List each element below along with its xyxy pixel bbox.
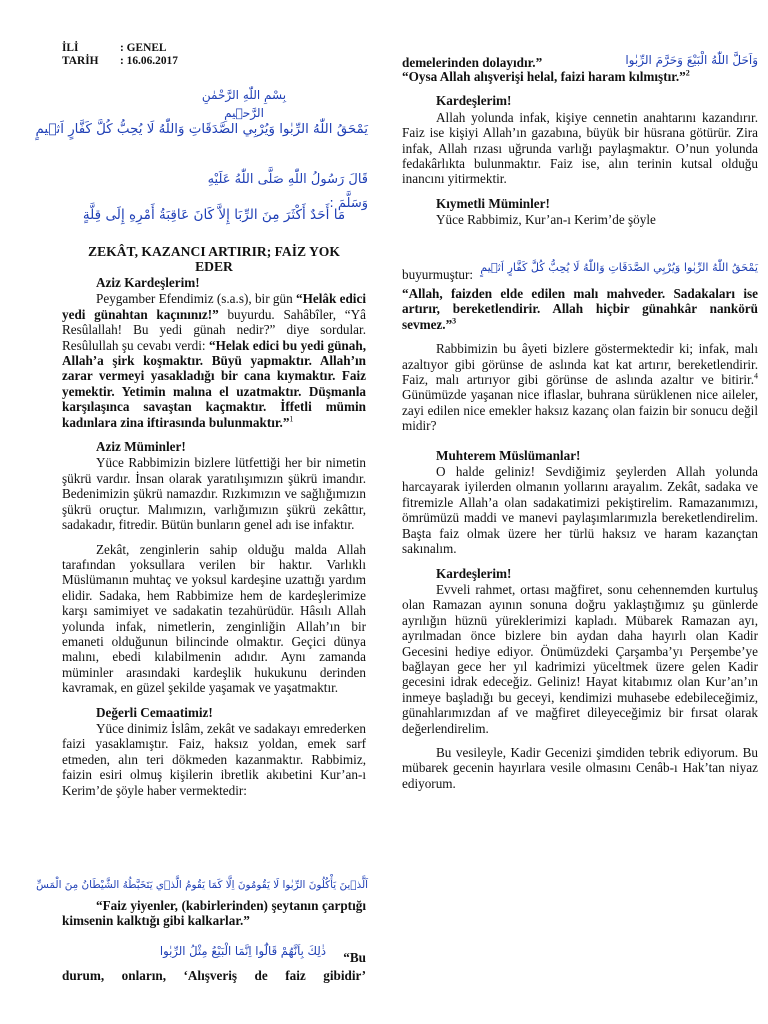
paragraph-hadith-text-b: buyurdu. Sahâbîler, “Yâ Resûlallah! Bu yedi günah nedir?” diye sordular. Resûlullah şu cevabı verdi: [62,306,366,353]
heading-kiymetli-muminler: Kıymetli Müminler! [436,195,550,211]
right-body-1 [402,69,758,228]
sermon-title-line-1: ZEKÂT, KAZANCI ARTIRIR; FAİZ YOK [88,244,340,259]
heading-aziz-muminler: Aziz Müminler! [96,439,186,455]
hadith-arabic: مَا أَحَدٌ أَكْثَرَ مِنَ الرِّبَا إِلاَّ كَانَ عَاقِبَةُ أَمْرِهِ إِلَى قِلَّةٍ [82,207,346,223]
paragraph-infak: Allah yolunda infak, kişiye cennetin anahtarını kazandırır. Faiz ise kişiyi Allah’ın gazabına, büyük bir hüsrana götürür. Zira infak, Allah rızası uğrunda varlığı paylaşmaktır. O’nun yolunda fedakârlıkta bulunmaktır. Faiz ise, alın terinin kutsal olduğu inancını yitirmektir. [402,109,758,187]
ayah-arabic-3: ذٰلِكَ بِاَنَّهُمْ قَالُٓوا اِنَّمَا الْبَيْعُ مِثْلُ الرِّبٰوا [159,944,326,958]
paragraph-rabbimizin-ayeti-text-b: Günümüzde yaşanan nice iflaslar, buhrana sürüklenen nice aileler, zayi edilen nice emekler haksız kazanç olan faizin bir sonucu değil midir? [402,387,758,434]
footnote-ref-2: 2 [685,68,690,78]
date-line [62,55,178,68]
footnote-ref-3: 3 [452,316,457,326]
ayah-line-3 [62,940,366,965]
paragraph-oysa [402,69,758,84]
ayah-arabic-5: يَمْحَقُ اللّٰهُ الرِّبٰوا وَيُرْبِي الصَّدَقَاتِ وَاللّٰهُ لَا يُحِبُّ كُلَّ كَفَّارٍ اَث۪يمٍ [480,261,758,274]
date-label: TARİH [62,55,99,67]
ayah-arabic-1: يَمْحَقُ اللّٰهُ الرِّبٰوا وَيُرْبِي الصَّدَقَاتِ وَاللّٰهُ لَا يُحِبُّ كُلَّ كَفَّارٍ اَث۪يمٍ [35,122,368,137]
footnote-ref-1: 1 [289,414,294,424]
paragraph-hadith-text-a: Peygamber Efendimiz (s.a.s), bir gün [96,291,297,307]
paragraph-demelerinden: demelerinden dolayıdır.” [402,55,543,70]
heading-kardeslerim-2: Kardeşlerim! [436,565,512,581]
paragraph-bu-start: “Bu [343,950,366,965]
heading-aziz-kardeslerim: Aziz Kardeşlerim! [96,275,200,290]
paragraph-hadith-quote-a: “Helâk edici yedi günahtan kaçınınız!” [62,291,366,322]
footnote-ref-4: 4 [754,371,758,381]
paragraph-rabbimizin-ayeti-text-a: Rabbimizin bu âyeti bizlere göstermektedir ki; infak, malı azaltıyor gibi görünse de aslında kat kat artırır, bereketlendirir. Faiz, malı artırıyor gibi görünse de aslında azaltır ve bitirir. [402,341,758,388]
date-value: : 16.06.2017 [120,55,178,67]
paragraph-hadith-quote-b: “Helak edici bu yedi günah, Allah’a şirk koşmaktır. Büyü yapmaktır. Allah’ın zarar vermeyi yasakladığı bir cana kıymaktır. Faiz yemektir. Yetimin malına el uzatmaktır. Düşmanla karşılaşınca savaştan kaçmaktır. İffetli mümin kadınlara zina iftirasında bulunmaktır.” [62,337,366,430]
document-meta [62,42,178,68]
paragraph-faiz-yiyenler: “Faiz yiyenler, (kabirlerinden) şeytanın çarptığı kimsenin kalktığı gibi kalkarlar.” [62,898,366,929]
province-line [62,42,178,55]
ayah-arabic-4: وَاَحَلَّ اللّٰهُ الْبَيْعَ وَحَرَّمَ الرِّبٰوا [625,53,758,67]
left-body [62,275,366,807]
province-label: İLİ [62,42,79,54]
paragraph-rabbimizin-ayeti [402,341,758,433]
paragraph-bu-durum: durum, onların, ‘Alışveriş de faiz gibidir’ [62,968,366,983]
paragraph-sukur: Yüce Rabbimizin bizlere lütfettiği her bir nimetin şükrü vardır. İnsan olarak yaratılışımızın şükrü imandır. Bedenimizin şükrü namazdır. Rızkımızın ve sağlığımızın şükrü oruçtur. Malımızın, varlığımızın şükrü zekâttır, sadakadır, fitredir. Bütün bunların genel adı ise infaktır. [62,455,366,533]
paragraph-buyurmustur: buyurmuştur: [402,267,474,282]
paragraph-o-halde: O halde geliniz! Sevdiğimiz şeylerden Allah yolunda harcayarak iyilerden olmanın yollarını arayalım. Zekât, sadaka ve fitremizle Allah’a olan sadakatimizi pekiştirelim. Ramazanımızı, ömrümüzü maddi ve manevi paylaşımlarımızla bereketlendirelim. Başta faiz olmak üzere her türlü haksız ve haram kazançtan sakınalım. [402,464,758,557]
left-tail [62,898,366,938]
right-body-2 [402,286,758,800]
paragraph-oysa-text: “Oysa Allah alışverişi helal, faizi haram kılmıştır.” [402,69,686,84]
paragraph-tebrik: Bu vesileyle, Kadir Gecenizi şimdiden tebrik ediyorum. Bu mübarek gecenin hayırlara vesile olmasını Cenâb-ı Hak’tan niyaz ediyorum. [402,744,758,791]
ayah-line-5 [402,258,758,284]
sermon-title-line-2: EDER [195,259,233,274]
paragraph-allah-faizden [402,286,758,332]
paragraph-faiz: Yüce dinimiz İslâm, zekât ve sadakayı emrederken faizi yasaklamıştır. Faiz, haksız yoldan, emek sarf etmeden, alın teri dökmeden kazanmaktır. Rabbimiz, faizin esiri olmuş kişilerin ibretlik akıbetini Kur’an-ı Kerim’de şöyle haber vermektedir: [62,720,366,798]
heading-kardeslerim-1: Kardeşlerim! [436,93,512,109]
paragraph-zekat: Zekât, zenginlerin sahip olduğu malda Allah tarafından yoksullara verilen bir haktır. Varlıklı Müslümanın muhtaç ve yoksul kardeşine uzattığı yardım elidir. Sadaka, hem Rabbimize hem de kardeşlerimize karşı samimiyet ve sadakatin tezahürüdür. Hâsılı Allah yolunda infak, nimetlerin, zenginliğin Allah’ın bir emaneti olduğunun bilincinde olmaktır. Geçici dünya malını, ebedi kılabilmenin adıdır. Aynı zamanda müminler arasındaki kardeşlik hukukunu derinden kavramak, en güzel şekilde yaşamak ve yaşatmaktır. [62,541,366,696]
sermon-title [62,244,366,274]
paragraph-allah-faizden-text: “Allah, faizden elde edilen malı mahveder. Sadakaları ise artırır, bereketlendirir. Allah hiçbir günahkâr nankörü sevmez.” [402,286,758,332]
paragraph-hadith [62,291,366,430]
paragraph-ramazan: Evveli rahmet, ortası mağfiret, sonu cehennemden kurtuluş olan Ramazan ayının sonuna doğru yaklaştığımız şu günlerde ayrılığın hüznü yüreklerimizi kapladı. Mübarek Ramazan ayı, ayrılmadan önce bizlere bin aydan daha hayırlı olan Kadir Gecesini hediye ediyor. Önümüzdeki Çarşamba’yı Perşembe’ye bağlayan gece her yıl kadrimizi yüceltmek üzere gelen Kadir gecesini idrak edeceğiz. Geliniz! Hayat kitabımız olan Kur’an’ın inmeye başladığı bu geceyi, kendimizi muhasebe edebileceğimiz, günahlarımızdan af ve mağfiret dileyeceğimiz bir fırsat olarak değerlendirelim. [402,581,758,736]
heading-degerli-cemaatimiz: Değerli Cemaatimiz! [96,704,213,720]
hadith-intro-arabic: قَالَ رَسُولُ اللّٰهِ صَلَّى اللّٰهُ عَلَيْهِ وَسَلَّمَ : [207,172,368,211]
basmala-arabic: بِسْمِ اللّٰهِ الرَّحْمٰنِ الرَّح۪يمِ [201,88,287,120]
paragraph-yuce-rabbimiz: Yüce Rabbimiz, Kur’an-ı Kerim’de şöyle [436,212,656,228]
heading-muhterem-muslumanlar: Muhterem Müslümanlar! [436,447,581,463]
province-value: : GENEL [120,42,167,54]
ayah-arabic-2: اَلَّذ۪ينَ يَأْكُلُونَ الرِّبٰوا لَا يَقُومُونَ اِلَّا كَمَا يَقُومُ الَّذ۪ي يَتَخَبَّطُهُ الشَّيْطَانُ مِنَ الْمَسِّ [36,879,368,891]
